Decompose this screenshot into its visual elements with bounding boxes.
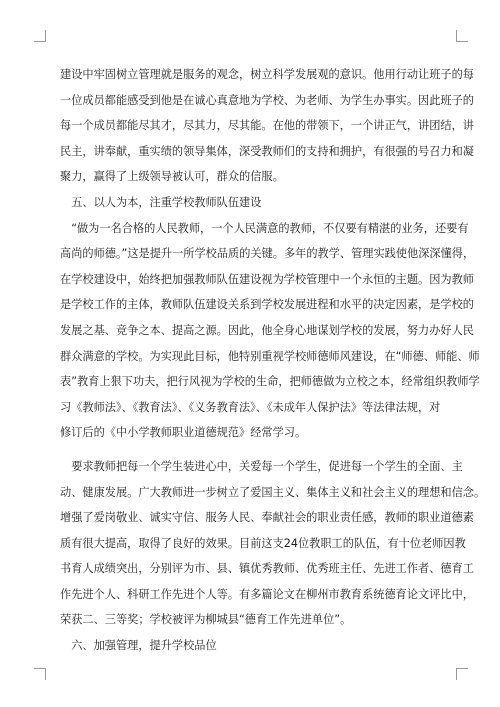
paragraph-line: 荣获二、三等奖；学校被评为柳城县“德育工作先进单位”。 — [60, 613, 352, 627]
crop-mark-top-left — [34, 30, 46, 42]
paragraph-gap — [60, 446, 440, 454]
paragraph-line: 表”教育上狠下功夫，把行风视为学校的生命，把师德做为立校之本，经常组织教师学 — [60, 375, 480, 389]
paragraph-line: 发展之基、竞争之本、提高之源。因此，他全身心地谋划学校的发展，努力办好人民 — [60, 323, 474, 337]
paragraph-line: 书育人成绩突出，分别评为市、县、镇优秀教师、优秀班主任、先进工作者、德育工 — [60, 562, 474, 576]
paragraph-line: 习《教师法》、《教育法》、《义务教育法》、《未成年人保护法》等法律法规，对 — [60, 400, 441, 414]
paragraph-line: 作先进个人、科研工作先进个人等。有多篇论文在柳州市教育系统德育论文评比中， — [60, 587, 474, 601]
crop-mark-top-right — [456, 30, 468, 42]
paragraph-line: 要求教师把每一个学生装进心中，关爱每一个学生，促进每一个学生的全面、主 — [60, 459, 463, 473]
paragraph-line: 民主，讲奉献，重实绩的领导集体，深受教师们的支持和拥护，有很强的号召力和凝 — [60, 144, 474, 158]
paragraph-line: 每一个成员都能尽其才，尽其力，尽其能。在他的带领下，一个讲正气，讲团结，讲 — [60, 119, 474, 133]
crop-mark-bottom-left — [34, 668, 46, 680]
paragraph-line: “做为一名合格的人民教师，一个人民满意的教师，不仅要有精湛的业务，还要有 — [60, 221, 469, 235]
paragraph-line: 一位成员都能感受到他是在诚心真意地为学校、为老师、为学生办事实。因此班子的 — [60, 93, 474, 107]
section-heading: 五、以人为本，注重学校教师队伍建设 — [60, 195, 262, 209]
section-heading: 六、加强管理，提升学校品位 — [60, 639, 217, 653]
paragraph-line: 在学校建设中，始终把加强教师队伍建设视为学校管理中一个永恒的主题。因为教师 — [60, 272, 474, 286]
paragraph-line: 群众满意的学校。为实现此目标，他特别重视学校师德师风建设，在“师德、师能、师 — [60, 349, 480, 363]
crop-mark-bottom-right — [456, 668, 468, 680]
paragraph-line: 增强了爱岗敬业、诚实守信、服务人民、奉献社会的职业责任感，教师的职业道德素 — [60, 511, 474, 525]
paragraph-line: 修订后的《中小学教师职业道德规范》经常学习。 — [60, 426, 307, 440]
document-body — [60, 62, 486, 659]
paragraph-line: 建设中牢固树立管理就是服务的观念，树立科学发展观的意识。他用行动让班子的每 — [60, 68, 474, 81]
paragraph-line: 是学校工作的主体，教师队伍建设关系到学校发展进程和水平的决定因素，是学校的 — [60, 298, 474, 312]
paragraph-line: 高尚的师德。”这是提升一所学校品质的关键。多年的教学、管理实践使他深深懂得， — [60, 247, 475, 261]
paragraph-line: 动、健康发展。广大教师进一步树立了爱国主义、集体主义和社会主义的理想和信念。 — [60, 485, 486, 499]
paragraph-line: 聚力，赢得了上级领导被认可，群众的信服。 — [60, 170, 284, 184]
paragraph-line: 质有很大提高，取得了良好的效果。目前这支24位教职工的队伍，有十位老师因教 — [60, 536, 466, 550]
